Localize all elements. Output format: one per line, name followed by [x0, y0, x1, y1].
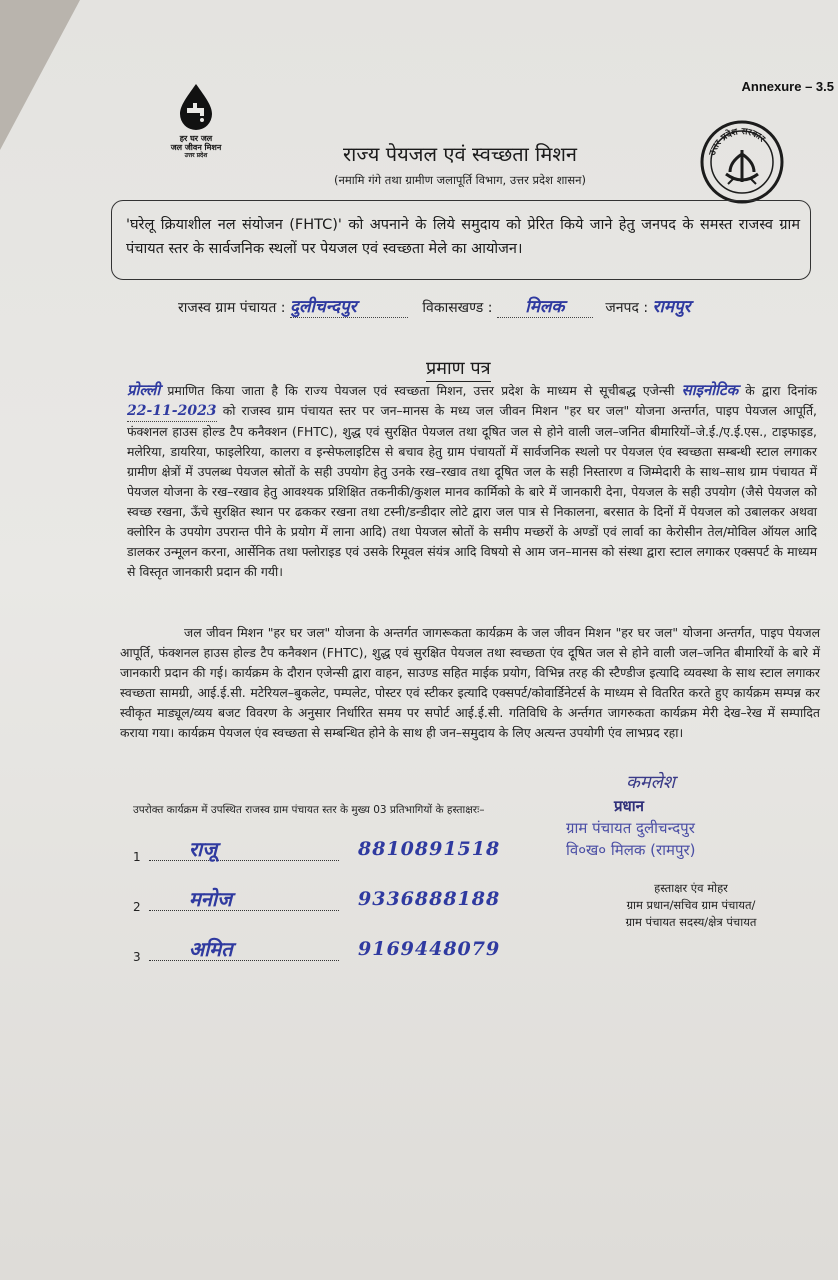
certificate-paragraph-1 — [127, 380, 817, 582]
para1-text-c: को राजस्व ग्राम पंचायत स्तर पर जन–मानस के मध्य जल जीवन मिशन "हर घर जल" योजना अन्तर्गत, पाइप पेयजल आपूर्ति, फंक्शनल हाउस होल्ड टैप कनैक्शन (FHTC), शुद्ध एवं सुरक्षित पेयजल तथा दूषित जल से होने वाली जल–जनित बीमारियों–जे.ई./ए.ई.एस., टाइफाइड, मलेरिया, डायरिया, फाइलेरिया, कालरा व इन्सेफलाइटिस से बचाव हेतु ग्राम पंचायतों में सार्वजनिक स्थलो पर पेयजल एंव स्वच्छता सम्बन्धी स्टाल लगाकर ग्रामीण क्षेत्रों में उपलब्ध पेयजल स्रोतों के सही उपयोग हेतु उनके रख–रखाव तथा दूषित जल के सही निस्तारण व जिम्मेदारी के साथ–साथ ग्राम पंचायत में पेयजल योजना के रख–रखाव हेतु आवश्यक प्रशिक्षित तकनीकी/कुशल मानव कार्मिको के बारे में जानकारी देना, पेयजल के सही उपयोग (जैसे पेयजल को स्वच्छ रखना, ऊँचे सुरक्षित स्थान पर ढककर रखना तथा टस्नी/डन्डीदार लोटे द्वारा जल पात्र से निकालना, बरसात के दिनों में पेयजल को उबालकर अथवा क्लोरिन के उपयोग उपरान्त पीने के प्रयोग में लाना आदि) तथा पेयजल स्रोतों के समीप मच्छरों के अण्डों एवं लार्वा का केरोसीन तेल/मोविल ऑयल आदि डालकर उन्मूलन करना, आर्सेनिक तथा फ्लोराइड एवं उसके रिमूवल संयंत्र आदि विषयो से आम जन–मानस को संस्था द्वारा स्टाल लगाकर एक्सपर्ट के माध्यम से विस्तृत जानकारी प्रदान की गयी। — [127, 403, 817, 579]
stamp-line-2: वि०ख० मिलक (रामपुर) — [566, 841, 696, 859]
district-label: जनपद : — [605, 300, 649, 316]
participant-row — [133, 937, 501, 964]
mission-subtitle: (नमामि गंगे तथा ग्रामीण जलापूर्ति विभाग, उत्तर प्रदेश शासन) — [333, 173, 587, 187]
annexure-label: Annexure – 3.5 — [741, 79, 834, 94]
logo-line-1: हर घर जल — [179, 134, 213, 143]
participant-phone: 9169448079 — [358, 938, 501, 960]
para1-text-a: प्रमाणित किया जाता है कि राज्य पेयजल एवं स्वच्छता मिशन, उत्तर प्रदेश के माध्यम से सूचीबद्ध एजेन्सी — [167, 383, 675, 398]
pradhan-stamp-block — [566, 770, 796, 860]
header — [250, 140, 670, 188]
logo-line-2: जल जीवन मिशन — [170, 143, 222, 152]
participant-phone: 9336888188 — [358, 888, 501, 910]
participant-number: 1 — [133, 850, 141, 864]
stamp-line-1: ग्राम पंचायत दुलीचन्दपुर — [566, 819, 695, 837]
participants-heading: उपरोक्त कार्यक्रम में उपस्थित राजस्व ग्राम पंचायत स्तर के मुख्य 03 प्रतिभागियों के हस्ताक्षरः– — [133, 804, 485, 816]
participant-row — [133, 837, 501, 864]
water-drop-tap-icon — [176, 82, 216, 130]
participant-signature-line — [149, 837, 339, 861]
date-line — [127, 401, 217, 422]
gp-value-line — [290, 294, 408, 318]
agency-name-handwritten: साइनोटिक — [681, 381, 739, 399]
logo-line-3: उत्तर प्रदेश — [184, 152, 208, 159]
participant-row — [133, 887, 501, 914]
participant-number: 3 — [133, 950, 141, 964]
participant-signature: मनोज — [188, 887, 232, 911]
location-fields — [178, 294, 691, 318]
participant-phone: 8810891518 — [358, 838, 501, 860]
district-value: रामपुर — [652, 297, 691, 317]
signature-caption-line: हस्ताक्षर एंव मोहर — [654, 881, 728, 895]
participant-signature: अमित — [188, 937, 233, 961]
mission-title: राज्य पेयजल एवं स्वच्छता मिशन — [342, 142, 578, 166]
block-value-line — [497, 294, 593, 318]
signature-caption — [586, 880, 796, 931]
subject-box: 'घरेलू क्रियाशील नल संयोजन (FHTC)' को अपनाने के लिये समुदाय को प्रेरित किये जाने हेतु जनपद के समस्त राजस्व ग्राम पंचायत स्तर के सार्वजनिक स्थलों पर पेयजल एवं स्वच्छता मेले का आयोजन। — [111, 200, 811, 280]
event-date-handwritten: 22-11-2023 — [127, 403, 217, 419]
signature-caption-line: ग्राम प्रधान/सचिव ग्राम पंचायत/ — [626, 898, 756, 912]
block-label: विकासखण्ड : — [422, 300, 493, 316]
participant-signature: राजू — [188, 837, 218, 861]
folded-corner — [0, 0, 80, 150]
up-government-emblem-icon — [700, 120, 784, 204]
participant-signature-line — [149, 887, 339, 911]
certificate-title: प्रमाण पत्र — [426, 356, 491, 382]
participant-signature-line — [149, 937, 339, 961]
certificate-paragraph-2: जल जीवन मिशन "हर घर जल" योजना के अन्तर्गत जागरूकता कार्यक्रम के जल जीवन मिशन "हर घर जल" योजना अन्तर्गत, पाइप पेयजल आपूर्ति, फंक्शनल हाउस होल्ड टैप कनैक्शन (FHTC), शुद्ध एवं सुरक्षित पेयजल तथा स्वच्छता एंव दूषित जल से होने वाली जल–जनित बीमारियों के बारे में जानकारी प्रदान की गई। कार्यक्रम के दौरान एजेन्सी द्वारा वाहन, साउण्ड सहित माईक प्रयोग, विभिन्न तरह की स्टैण्डीज इत्यादि व्यवस्था के साथ स्टाल लगाकर स्वच्छता सामग्री, आई.ई.सी. मटेरियल–बुकलेट, पम्पलेट, पोस्टर एवं स्टीकर इत्यादि एक्सपर्ट/कोवार्डिनेटर्स के माध्यम से वितरित करते हुए कार्यक्रम सम्पन्न कर स्वीकृत माड्यूल/व्यय बजट विवरण के अनुसार निर्धारित समय पर सपोर्ट आई.ई.सी. गतिविधि के अर्न्तगत जागरुकता कार्यक्रम मेरी देख–रेख में सम्पादित कराया गया। कार्यक्रम पेयजल एंव स्वच्छता से सम्बन्धित होने के साथ ही जन–समुदाय के लिए अत्यन्त उपयोगी एंव लाभप्रद रहा। — [120, 625, 820, 740]
pradhan-role: प्रधान — [614, 797, 644, 815]
block-value: मिलक — [525, 297, 565, 317]
para1-text-b: के द्वारा दिनांक — [745, 383, 817, 398]
pradhan-signature: कमलेश — [626, 772, 676, 793]
gp-label: राजस्व ग्राम पंचायत : — [178, 300, 286, 316]
gp-value: दुलीचन्दपुर — [289, 297, 357, 317]
signature-caption-line: ग्राम पंचायत सदस्य/क्षेत्र पंचायत — [625, 915, 757, 929]
har-ghar-jal-logo — [160, 82, 232, 159]
participant-number: 2 — [133, 900, 141, 914]
svg-text:उत्तर प्रदेश सरकार: उत्तर प्रदेश सरकार — [707, 126, 767, 157]
agency-prefix-handwritten: प्रोल्ली — [127, 381, 161, 399]
